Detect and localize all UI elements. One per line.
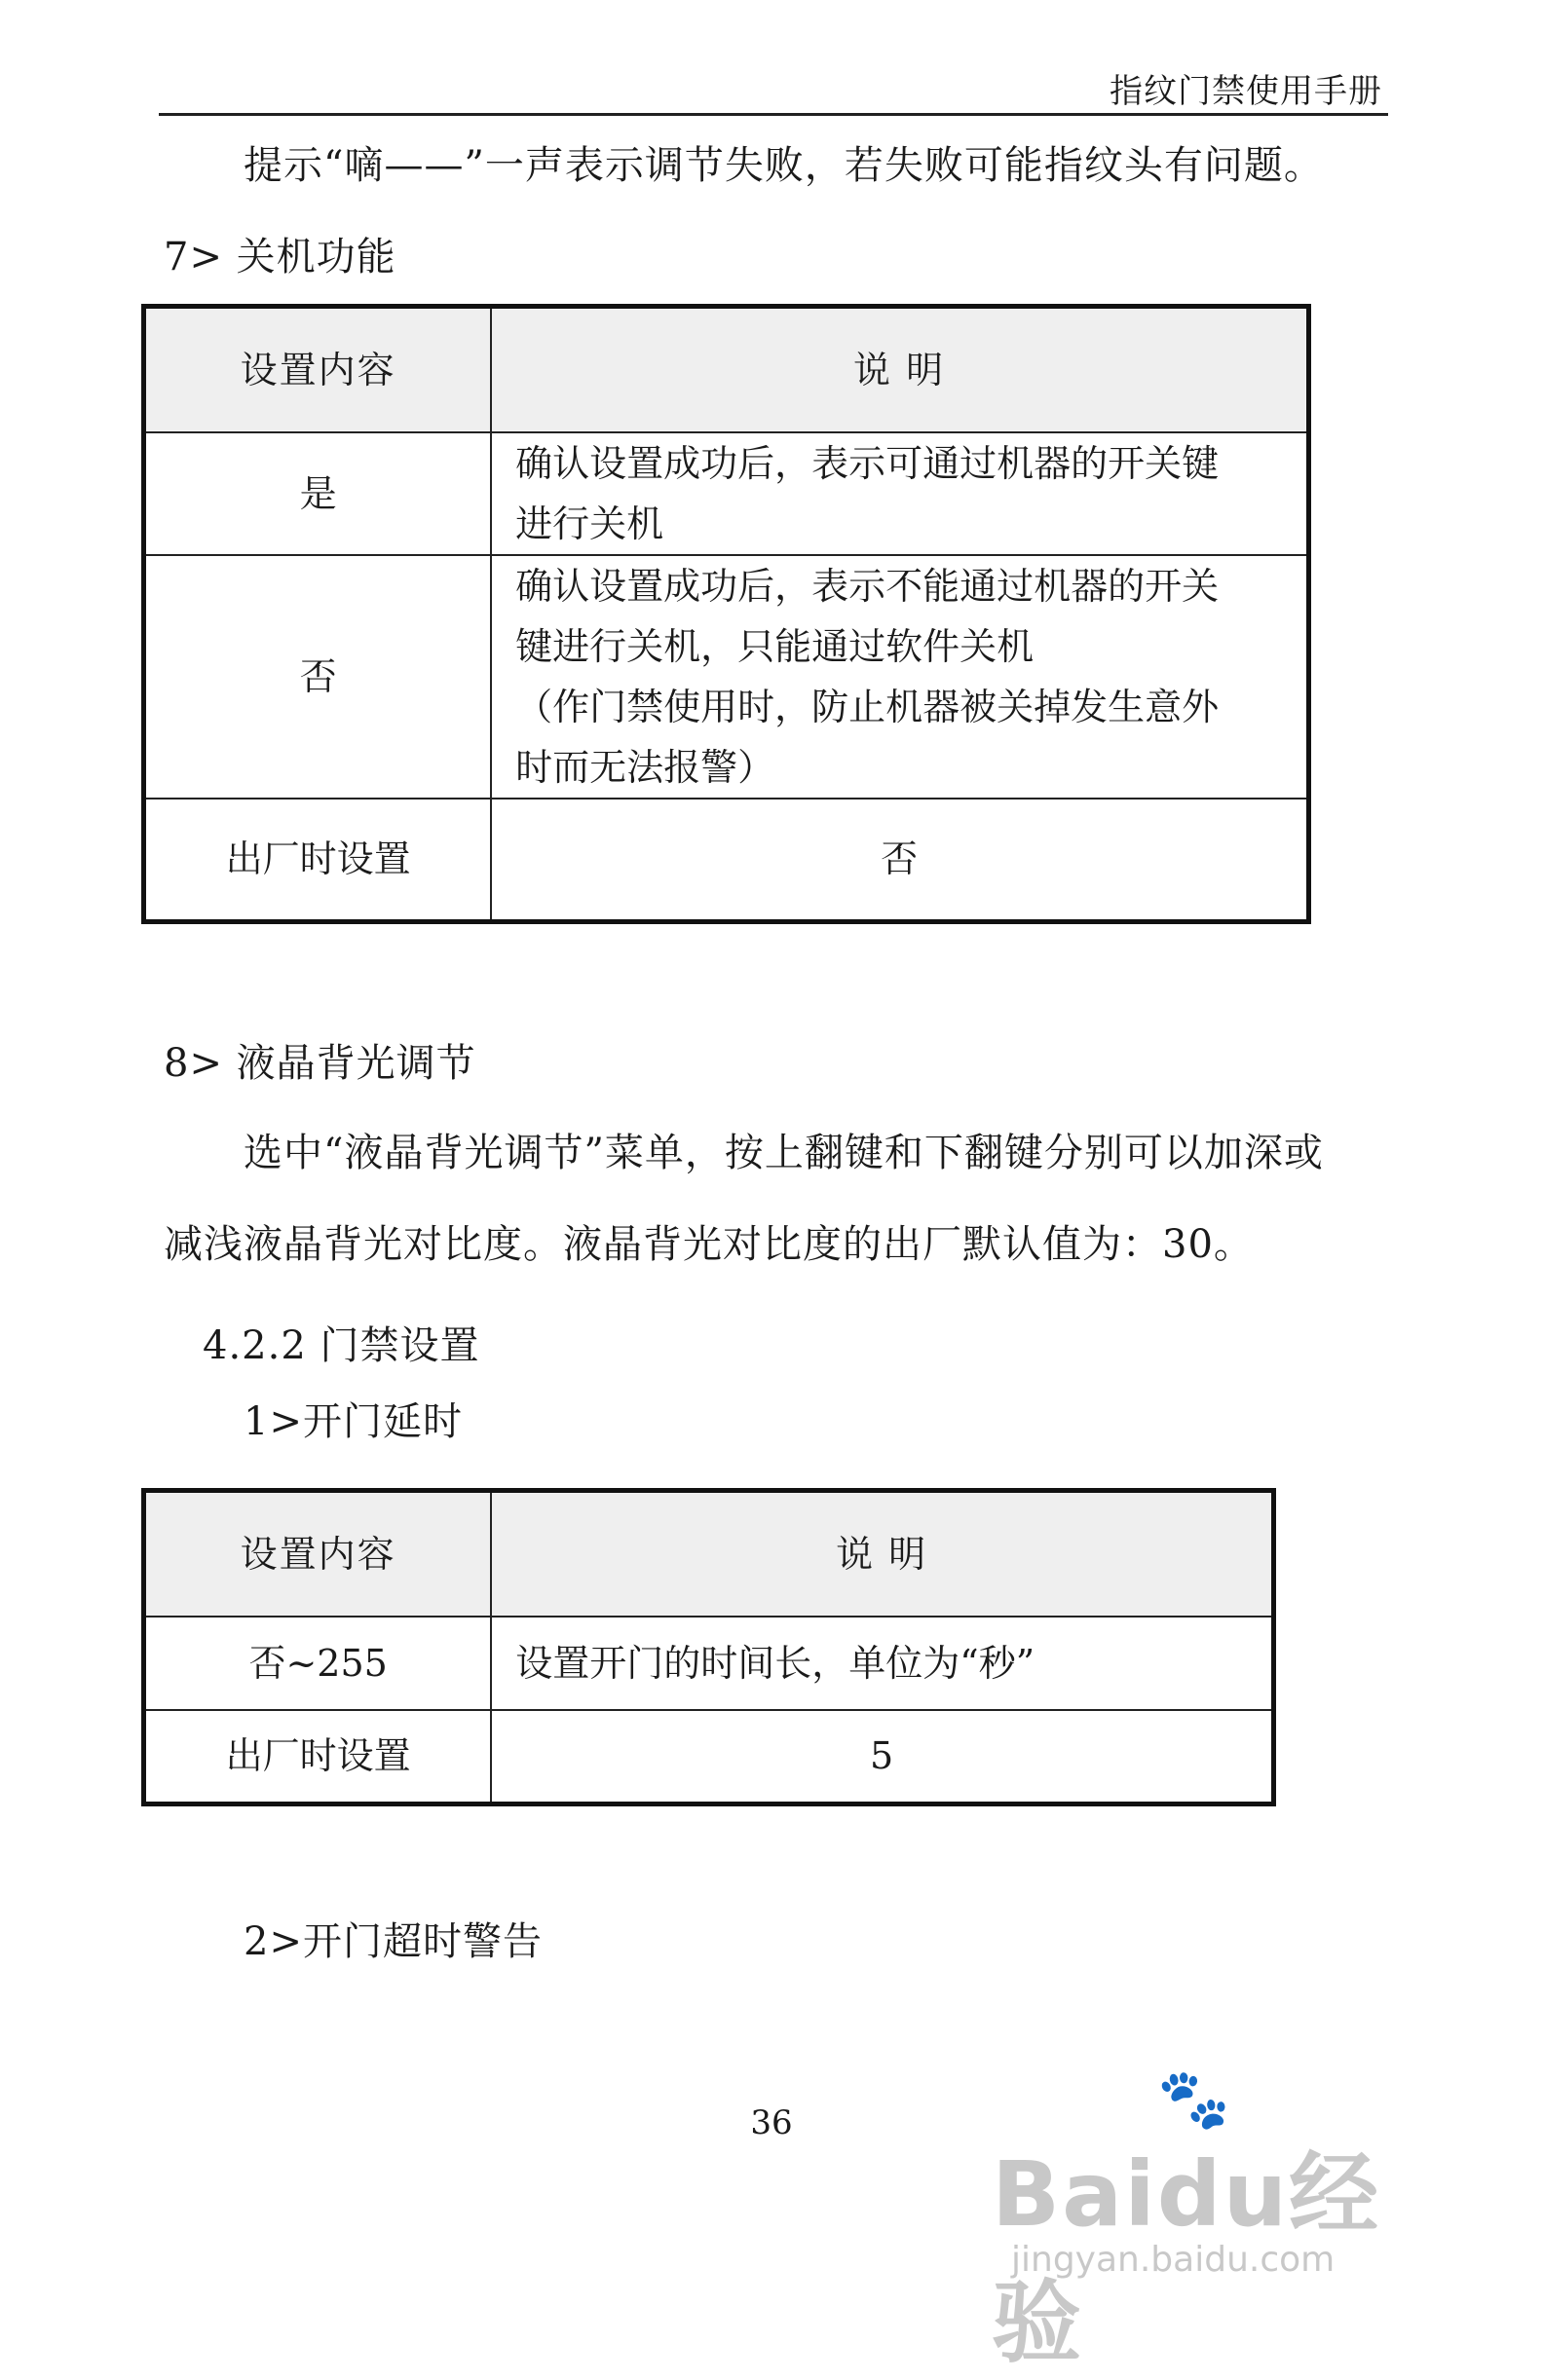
desc-line: 进行关机 [515,502,664,545]
col2-header [491,1491,1273,1618]
door-delay-table [141,1488,1276,1806]
factory-label: 出厂时设置 [144,799,492,921]
table-header-row [144,1491,1274,1618]
table-row [144,1617,1274,1710]
section-8-para-line2: 减浅液晶背光对比度。液晶背光对比度的出厂默认值为：30。 [164,1222,1254,1267]
section-8-para-line1: 选中“液晶背光调节”菜单，按上翻键和下翻键分别可以加深或 [244,1131,1324,1175]
subsection-2-heading: 2>开门超时警告 [244,1919,543,1964]
col2-header-text: 说 明 [836,1533,928,1576]
desc-line: 确认设置成功后，表示不能通过机器的开关 [515,565,1220,608]
desc-line: 键进行关机，只能通过软件关机 [515,625,1035,668]
table-row [144,799,1309,921]
row-desc: 设置开门的时间长，单位为“秒” [491,1617,1273,1710]
table-row [144,555,1309,799]
header-rule [159,113,1388,116]
col2-header [491,307,1308,433]
row-key: 否~255 [144,1617,492,1710]
desc-line: （作门禁使用时，防止机器被关掉发生意外 [515,686,1220,728]
section-8-heading: 8> 液晶背光调节 [164,1041,476,1086]
intro-text: 提示“嘀——”一声表示调节失败，若失败可能指纹头有问题。 [244,143,1324,188]
subsection-1-heading: 1>开门延时 [244,1399,463,1444]
col1-header: 设置内容 [144,307,492,433]
running-header: 指纹门禁使用手册 [1110,72,1382,111]
factory-value: 5 [491,1710,1273,1804]
row-desc [491,432,1308,555]
table-row [144,432,1309,555]
table-header-row [144,307,1309,433]
watermark [992,2064,1449,2375]
section-422-heading: 4.2.2 门禁设置 [203,1323,480,1368]
factory-label: 出厂时设置 [144,1710,492,1804]
shutdown-table [141,304,1311,924]
section-7-heading: 7> 关机功能 [164,235,396,279]
watermark-url: jingyan.baidu.com [1011,2240,1336,2280]
factory-value: 否 [491,799,1308,921]
col1-header: 设置内容 [144,1491,492,1618]
row-desc [491,555,1308,799]
col2-header-text: 说 明 [853,349,946,391]
paw-icon: 🐾 [1157,2065,1230,2134]
desc-line: 时而无法报警） [515,746,775,789]
page-number: 36 [750,2103,793,2142]
desc-line: 确认设置成功后，表示可通过机器的开关键 [515,442,1220,485]
table-row [144,1710,1274,1804]
row-key: 是 [144,432,492,555]
row-key: 否 [144,555,492,799]
watermark-brand: Baidu经验 [992,2142,1381,2375]
